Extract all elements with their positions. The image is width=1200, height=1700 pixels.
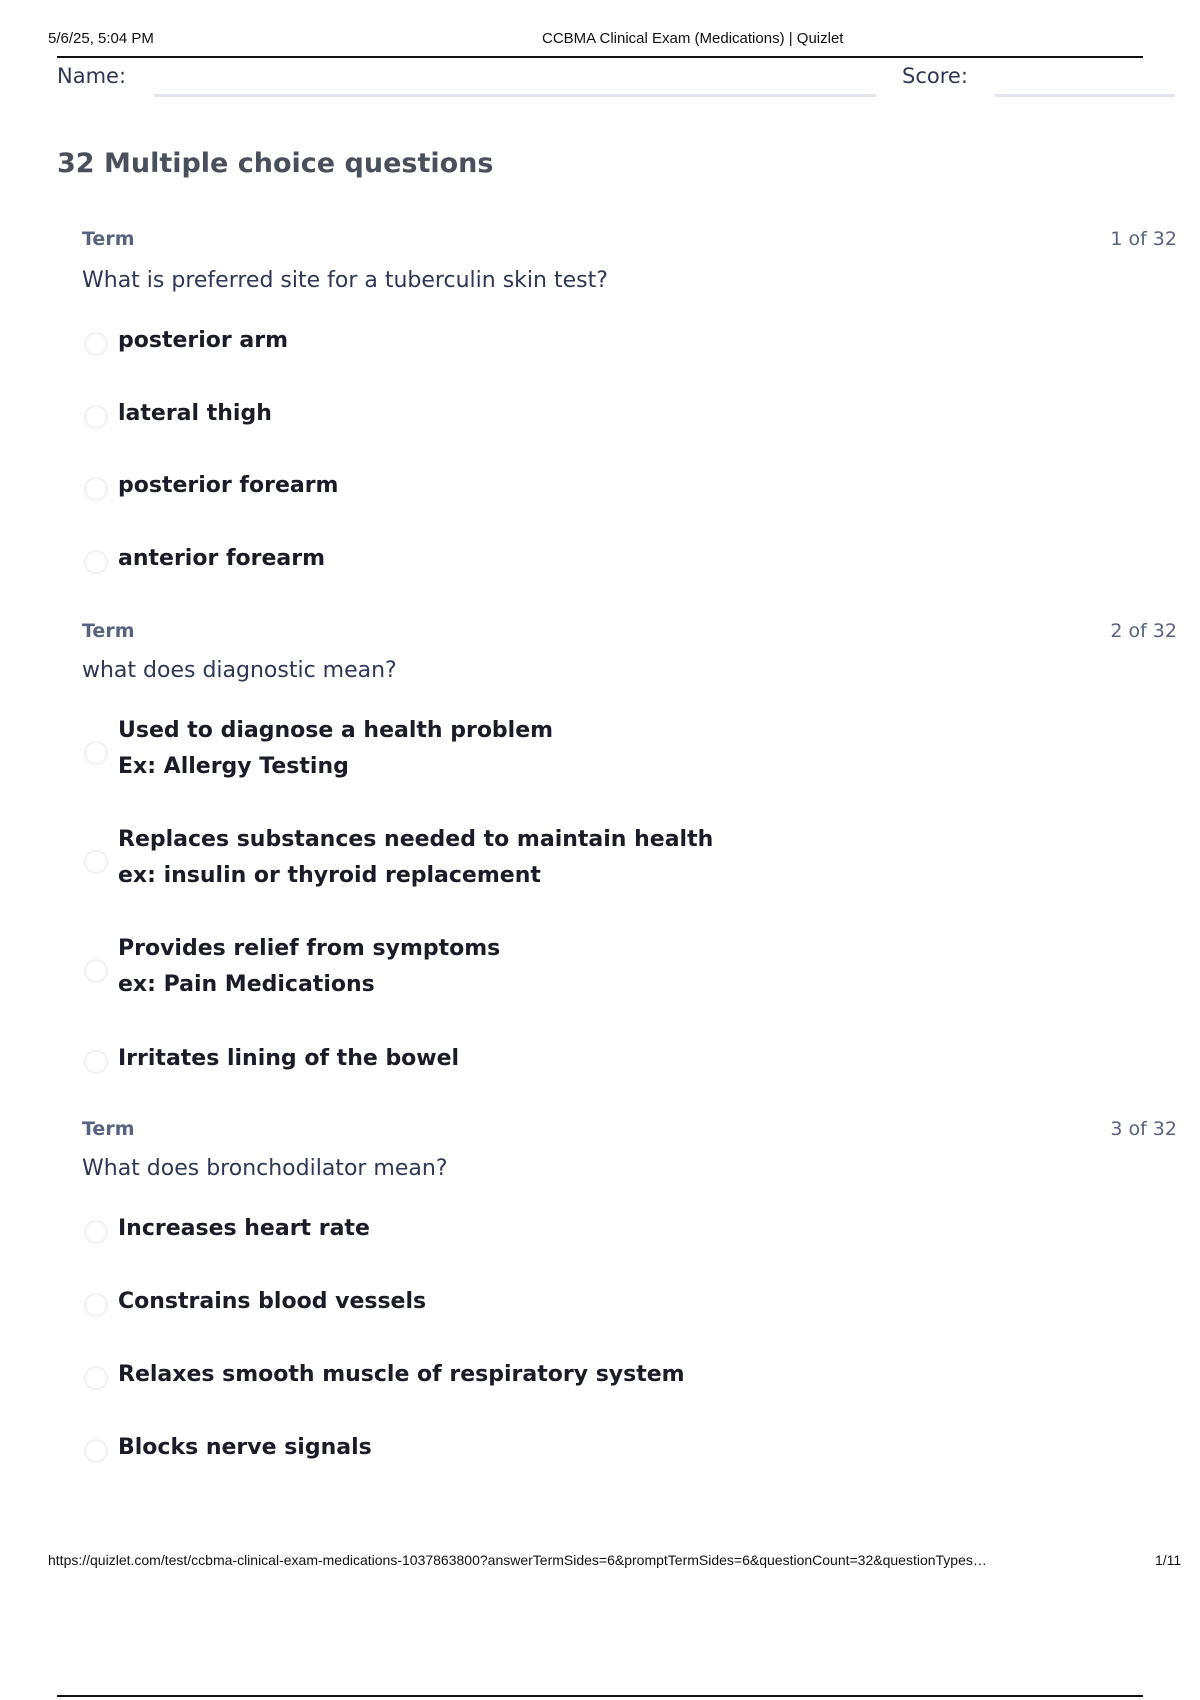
- radio-icon[interactable]: [84, 1050, 108, 1074]
- option-text: Increases heart rate: [118, 1216, 370, 1241]
- option-text: Replaces substances needed to maintain health: [118, 827, 714, 852]
- radio-icon[interactable]: [84, 1366, 108, 1390]
- name-field[interactable]: [154, 94, 876, 97]
- score-field[interactable]: [995, 94, 1175, 97]
- term-label: Term: [82, 1118, 135, 1140]
- question-prompt: What is preferred site for a tuberculin skin test?: [82, 268, 608, 293]
- term-label: Term: [82, 228, 135, 250]
- option-text: posterior forearm: [118, 473, 339, 498]
- question-counter: 1 of 32: [1110, 228, 1177, 250]
- question-2: [82, 620, 1177, 1080]
- radio-icon[interactable]: [84, 850, 108, 874]
- radio-icon[interactable]: [84, 1220, 108, 1244]
- radio-icon[interactable]: [84, 550, 108, 574]
- print-footer-url: https://quizlet.com/test/ccbma-clinical-exam-medications-1037863800?answerTermSides=6&promptTermSides=6&questionCount=32&questionTypes…: [48, 1552, 987, 1568]
- option-text: Blocks nerve signals: [118, 1435, 372, 1460]
- print-timestamp: 5/6/25, 5:04 PM: [48, 30, 154, 47]
- radio-icon[interactable]: [84, 1293, 108, 1317]
- answer-option[interactable]: [82, 1430, 982, 1470]
- option-example-text: ex: insulin or thyroid replacement: [118, 863, 541, 888]
- option-text: Used to diagnose a health problem: [118, 718, 554, 743]
- answer-option[interactable]: [82, 1284, 982, 1324]
- name-score-row: [57, 62, 1177, 102]
- question-prompt: What does bronchodilator mean?: [82, 1156, 448, 1181]
- answer-option[interactable]: [82, 713, 982, 789]
- answer-option[interactable]: [82, 468, 982, 508]
- answer-option[interactable]: [82, 1357, 982, 1397]
- option-text: Provides relief from symptoms: [118, 936, 501, 961]
- answer-option[interactable]: [82, 323, 982, 363]
- answer-option[interactable]: [82, 541, 982, 581]
- print-page-title: CCBMA Clinical Exam (Medications) | Quizlet: [542, 30, 844, 47]
- question-counter: 3 of 32: [1110, 1118, 1177, 1140]
- radio-icon[interactable]: [84, 332, 108, 356]
- question-counter: 2 of 32: [1110, 620, 1177, 642]
- radio-icon[interactable]: [84, 959, 108, 983]
- score-label: Score:: [902, 64, 968, 88]
- option-text: Constrains blood vessels: [118, 1289, 427, 1314]
- print-header: [48, 30, 1144, 50]
- radio-icon[interactable]: [84, 405, 108, 429]
- radio-icon[interactable]: [84, 1439, 108, 1463]
- radio-icon[interactable]: [84, 741, 108, 765]
- radio-icon[interactable]: [84, 477, 108, 501]
- name-label: Name:: [57, 64, 127, 88]
- section-title: 32 Multiple choice questions: [57, 148, 494, 179]
- answer-option[interactable]: [82, 1041, 982, 1081]
- header-divider: [57, 56, 1143, 58]
- option-text: lateral thigh: [118, 401, 272, 426]
- answer-option[interactable]: [82, 396, 982, 436]
- answer-option[interactable]: [82, 822, 982, 898]
- question-1: [82, 228, 1177, 588]
- option-text: Relaxes smooth muscle of respiratory system: [118, 1362, 685, 1387]
- term-label: Term: [82, 620, 135, 642]
- footer-divider: [57, 1695, 1143, 1697]
- print-page-number: 1/11: [1155, 1552, 1182, 1568]
- answer-option[interactable]: [82, 931, 982, 1007]
- option-text: Irritates lining of the bowel: [118, 1046, 460, 1071]
- option-text: anterior forearm: [118, 546, 326, 571]
- option-example-text: Ex: Allergy Testing: [118, 754, 349, 779]
- question-3: [82, 1118, 1177, 1478]
- question-prompt: what does diagnostic mean?: [82, 658, 397, 683]
- answer-option[interactable]: [82, 1211, 982, 1251]
- option-text: posterior arm: [118, 328, 289, 353]
- option-example-text: ex: Pain Medications: [118, 972, 375, 997]
